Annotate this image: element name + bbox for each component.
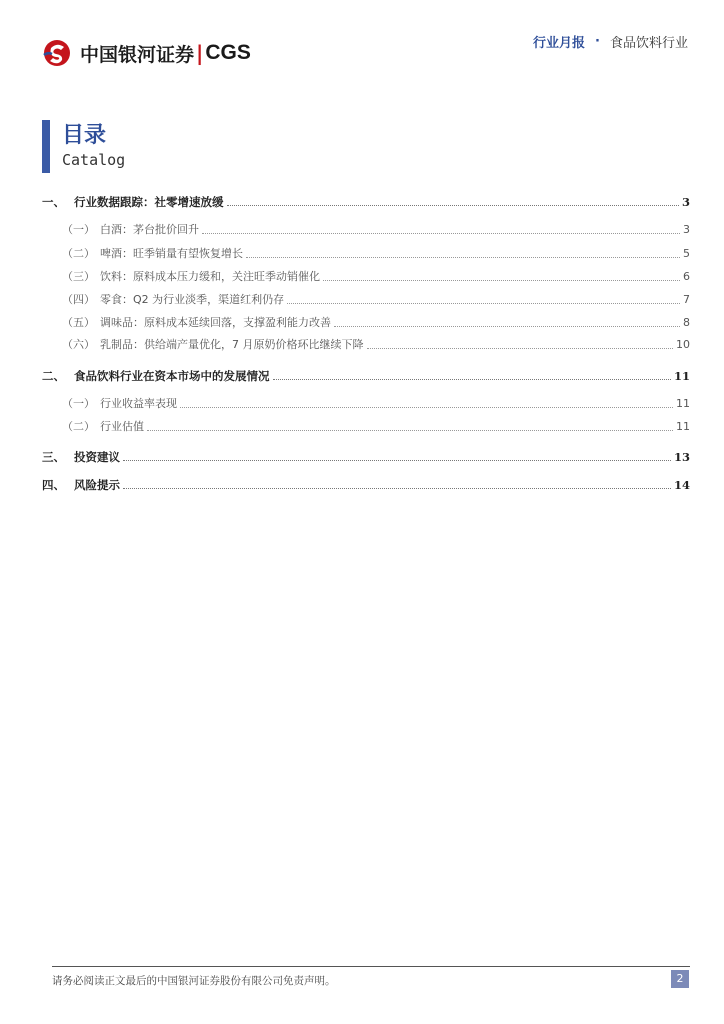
toc-entry-number: （一）: [62, 223, 95, 236]
toc-leader-dots: [123, 488, 671, 489]
footer-disclaimer: 请务必阅读正文最后的中国银河证券股份有限公司免责声明。: [52, 975, 336, 987]
toc-entry[interactable]: [42, 415, 690, 435]
toc-leader-dots: [202, 233, 680, 234]
toc-entry-title: 零食：Q2 为行业淡季，渠道红利仍存: [100, 293, 285, 306]
toc-leader-dots: [180, 407, 673, 408]
toc-entry-title: 行业数据跟踪：社零增速放缓: [74, 195, 224, 209]
page-subtitle: Catalog: [62, 151, 126, 169]
page-header: [0, 0, 724, 80]
toc-entry-title: 白酒：茅台批价回升: [100, 223, 199, 236]
report-type: 行业月报: [533, 36, 586, 51]
toc-leader-dots: [334, 326, 680, 327]
toc-entry-title: 调味品：原料成本延续回落，支撑盈利能力改善: [100, 316, 331, 329]
toc-entry-number: （一）: [62, 397, 95, 410]
toc-entry-number: （三）: [62, 270, 95, 283]
toc-entry-page: 11: [676, 397, 690, 410]
toc-entry-page: 11: [673, 369, 690, 383]
toc-entry-page: 3: [681, 195, 690, 209]
toc-entry-page: 14: [673, 478, 690, 492]
toc-entry-title: 食品饮料行业在资本市场中的发展情况: [74, 369, 270, 383]
toc-entry-title: 饮料：原料成本压力缓和，关注旺季动销催化: [100, 270, 320, 283]
toc-entry[interactable]: [42, 333, 690, 353]
toc-entry[interactable]: [42, 218, 690, 238]
toc-entry-number: 二、: [42, 369, 65, 383]
toc-entry[interactable]: [42, 392, 690, 412]
toc-entry-title: 行业估值: [100, 420, 144, 433]
toc-entry-page: 11: [676, 420, 690, 433]
toc-entry-title: 啤酒：旺季销量有望恢复增长: [100, 247, 243, 260]
toc-entry-title: 投资建议: [74, 450, 120, 464]
industry-name: 食品饮料行业: [609, 36, 688, 51]
toc-entry[interactable]: [42, 445, 690, 465]
toc-entry-number: 一、: [42, 195, 65, 209]
logo-separator: |: [196, 41, 204, 65]
toc-entry[interactable]: [42, 265, 690, 285]
toc-entry[interactable]: [42, 288, 690, 308]
toc-entry-page: 10: [676, 338, 690, 351]
toc-leader-dots: [367, 348, 674, 349]
header-report-info: [533, 32, 688, 51]
toc-entry-number: 四、: [42, 478, 65, 492]
toc-leader-dots: [123, 460, 671, 461]
page-number: 2: [671, 970, 689, 988]
logo-cgs-text: CGS: [205, 41, 251, 64]
toc-entry-title: 乳制品：供给端产量优化，7 月原奶价格环比继续下降: [100, 338, 364, 351]
toc-entry-number: （二）: [62, 420, 95, 433]
toc-entry[interactable]: [42, 364, 690, 384]
toc-entry[interactable]: [42, 190, 690, 210]
toc-entry-page: 6: [683, 270, 690, 283]
toc-leader-dots: [287, 303, 680, 304]
toc-entry-number: （六）: [62, 338, 95, 351]
toc-entry-number: （五）: [62, 316, 95, 329]
toc-leader-dots: [323, 280, 680, 281]
header-dot: ·: [595, 34, 600, 49]
toc-leader-dots: [147, 430, 673, 431]
page-title: 目录: [62, 122, 107, 148]
toc-entry[interactable]: [42, 473, 690, 493]
toc-entry-number: 三、: [42, 450, 65, 464]
toc-entry-page: 5: [683, 247, 690, 260]
toc-entry-page: 13: [673, 450, 690, 464]
footer-divider: [52, 966, 690, 967]
logo-company-name: 中国银河证券: [80, 43, 195, 66]
toc-entry[interactable]: [42, 311, 690, 331]
toc-leader-dots: [246, 257, 680, 258]
toc-entry-number: （二）: [62, 247, 95, 260]
toc-entry-page: 8: [683, 316, 690, 329]
toc-entry-page: 7: [683, 293, 690, 306]
toc-entry-page: 3: [683, 223, 690, 236]
toc-leader-dots: [273, 379, 671, 380]
toc-entry-title: 行业收益率表现: [100, 397, 177, 410]
toc-entry-number: （四）: [62, 293, 95, 306]
toc-entry[interactable]: [42, 242, 690, 262]
cgs-logo-icon: [42, 38, 74, 68]
toc-entry-title: 风险提示: [74, 478, 120, 492]
title-accent-bar: [42, 120, 50, 173]
cgs-logo: [42, 38, 251, 68]
toc-leader-dots: [227, 205, 679, 206]
